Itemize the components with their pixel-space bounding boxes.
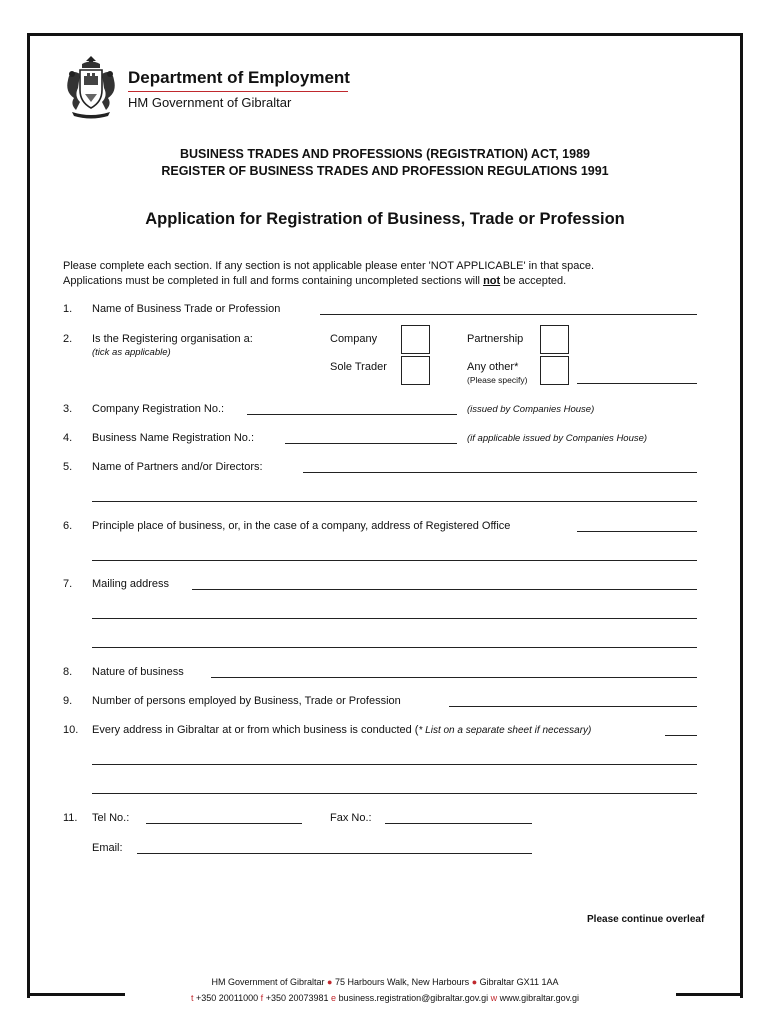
fax-label: Fax No.: — [330, 812, 372, 824]
q4-label: Business Name Registration No.: — [92, 432, 255, 444]
partners-directors-field[interactable] — [303, 472, 697, 473]
business-name-field[interactable] — [320, 314, 697, 315]
business-addresses-field[interactable] — [665, 735, 697, 736]
q5-number: 5. — [63, 461, 73, 473]
footer-email-link[interactable]: business.registration@gibraltar.gov.gi — [338, 993, 489, 1003]
q1-label: Name of Business Trade or Profession — [92, 303, 281, 315]
company-checkbox[interactable] — [401, 325, 430, 354]
any-other-label: Any other* — [467, 361, 519, 373]
footer-address: HM Government of Gibraltar ● 75 Harbours Walk, New Harbours ● Gibraltar GX11 1AA — [211, 977, 559, 987]
footer-contact: t +350 20011000 f +350 20073981 e business.registration@gibraltar.gov.gi w www.gibraltar.gov.gi — [190, 993, 580, 1003]
q2-label: Is the Registering organisation a: — [92, 333, 253, 345]
q11-number: 11. — [63, 812, 78, 824]
form-title: Application for Registration of Business, Trade or Profession — [145, 210, 625, 228]
other-specify-field[interactable] — [577, 383, 697, 384]
q9-label: Number of persons employed by Business, Trade or Profession — [92, 695, 401, 707]
company-registration-field[interactable] — [247, 414, 457, 415]
business-addresses-field-2[interactable] — [92, 764, 697, 765]
department-name: Department of Employment — [128, 68, 350, 87]
intro-line-2: Applications must be completed in full and forms containing uncompleted sections will not be accepted. — [63, 275, 567, 287]
principal-place-field-2[interactable] — [92, 560, 697, 561]
q6-label: Principle place of business, or, in the case of a company, address of Registered Office — [92, 520, 511, 532]
please-specify-hint: (Please specify) — [467, 375, 528, 385]
coat-of-arms-icon — [60, 52, 122, 120]
business-name-registration-field[interactable] — [285, 443, 457, 444]
header-rule — [128, 91, 348, 92]
tel-field[interactable] — [146, 823, 302, 824]
partnership-checkbox[interactable] — [540, 325, 569, 354]
q3-note: (issued by Companies House) — [467, 404, 595, 415]
regulations-title: REGISTER OF BUSINESS TRADES AND PROFESSION REGULATIONS 1991 — [161, 164, 609, 178]
company-label: Company — [330, 333, 378, 345]
email-field[interactable] — [137, 853, 532, 854]
nature-of-business-field[interactable] — [211, 677, 697, 678]
email-label: Email: — [92, 842, 123, 854]
act-title: BUSINESS TRADES AND PROFESSIONS (REGISTRATION) ACT, 1989 — [179, 147, 590, 161]
q10-number: 10. — [63, 724, 79, 736]
mailing-address-field[interactable] — [192, 589, 697, 590]
principal-place-field[interactable] — [577, 531, 697, 532]
q4-note: (if applicable issued by Companies House) — [467, 433, 648, 444]
persons-employed-field[interactable] — [449, 706, 697, 707]
q2-number: 2. — [63, 333, 73, 345]
government-name: HM Government of Gibraltar — [128, 95, 292, 110]
footer-rule-right — [676, 993, 740, 996]
q3-number: 3. — [63, 403, 73, 415]
q3-label: Company Registration No.: — [92, 403, 225, 415]
partnership-label: Partnership — [467, 333, 524, 345]
q9-number: 9. — [63, 695, 73, 707]
footer-web-link[interactable]: www.gibraltar.gov.gi — [499, 993, 580, 1003]
partners-directors-field-2[interactable] — [92, 501, 697, 502]
mailing-address-field-3[interactable] — [92, 647, 697, 648]
continue-overleaf: Please continue overleaf — [587, 914, 705, 925]
q8-number: 8. — [63, 666, 73, 678]
q1-number: 1. — [63, 303, 73, 315]
q7-label: Mailing address — [92, 578, 170, 590]
fax-field[interactable] — [385, 823, 532, 824]
q8-label: Nature of business — [92, 666, 184, 678]
business-addresses-field-3[interactable] — [92, 793, 697, 794]
q5-label: Name of Partners and/or Directors: — [92, 461, 263, 473]
sole-trader-label: Sole Trader — [330, 361, 387, 373]
q7-number: 7. — [63, 578, 73, 590]
q10-label: Every address in Gibraltar at or from which business is conducted (* List on a separate sheet if necessary) — [92, 724, 592, 736]
any-other-checkbox[interactable] — [540, 356, 569, 385]
intro-line-1: Please complete each section. If any section is not applicable please enter 'NOT APPLICABLE' in that space. — [63, 260, 595, 272]
q4-number: 4. — [63, 432, 73, 444]
mailing-address-field-2[interactable] — [92, 618, 697, 619]
tel-label: Tel No.: — [92, 812, 130, 824]
q6-number: 6. — [63, 520, 73, 532]
sole-trader-checkbox[interactable] — [401, 356, 430, 385]
footer-rule-left — [27, 993, 125, 996]
q2-hint: (tick as applicable) — [92, 347, 171, 358]
